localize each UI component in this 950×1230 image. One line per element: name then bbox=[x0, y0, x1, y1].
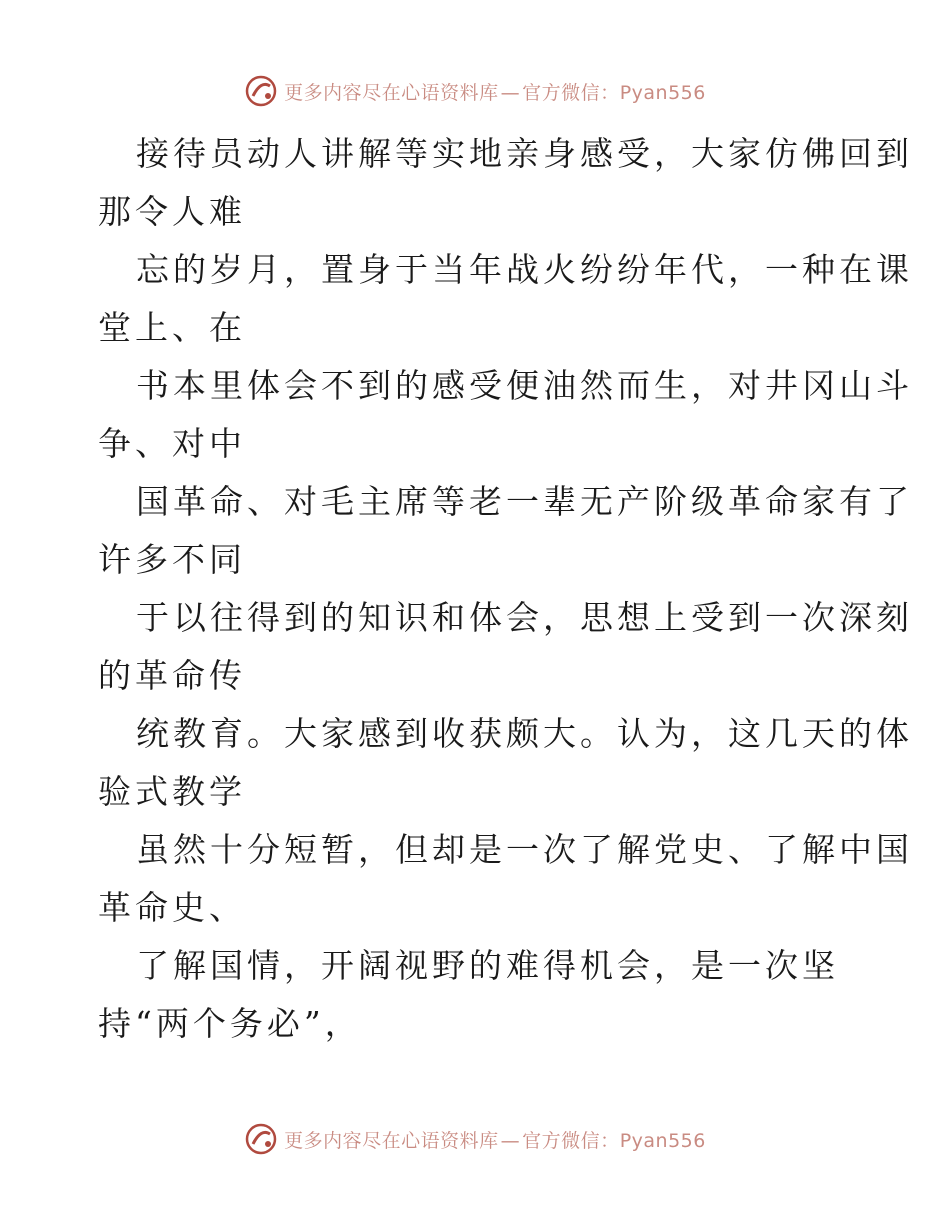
line-text: 堂上、在 bbox=[98, 308, 246, 347]
text-line bbox=[98, 415, 858, 473]
line-text: 接待员动人讲解等实地亲身感受，大家仿佛回到 bbox=[136, 134, 913, 173]
text-line bbox=[98, 183, 858, 241]
line-text: 忘的岁月，置身于当年战火纷纷年代，一种在课 bbox=[136, 250, 913, 289]
text-line bbox=[98, 589, 913, 647]
watermark-id: Pyan556 bbox=[619, 81, 706, 104]
line-text: 那令人难 bbox=[98, 192, 246, 231]
watermark-label: 官方微信： bbox=[522, 1129, 620, 1152]
text-line bbox=[98, 705, 913, 763]
header-watermark bbox=[0, 74, 950, 108]
document-body bbox=[98, 125, 913, 1053]
line-text: 虽然十分短暂，但却是一次了解党史、了解中国 bbox=[136, 830, 913, 869]
footer-watermark bbox=[0, 1122, 950, 1156]
watermark-id: Pyan556 bbox=[619, 1129, 706, 1152]
text-line bbox=[98, 241, 913, 299]
watermark-brand: 更多内容尽在心语资料库 bbox=[284, 81, 499, 104]
text-line bbox=[98, 763, 858, 821]
line-text: 革命史、 bbox=[98, 888, 246, 927]
line-text: 了解国情，开阔视野的难得机会，是一次坚 bbox=[136, 946, 839, 985]
line-text: 验式教学 bbox=[98, 772, 246, 811]
line-text: 争、对中 bbox=[98, 424, 246, 463]
line-text: 持“两个务必”， bbox=[98, 1004, 362, 1043]
watermark-label: 官方微信： bbox=[522, 81, 620, 104]
line-text: 的革命传 bbox=[98, 656, 246, 695]
text-line bbox=[98, 937, 858, 995]
text-line bbox=[98, 473, 913, 531]
watermark-dash: — bbox=[500, 81, 521, 104]
text-line bbox=[98, 125, 913, 183]
watermark-brand: 更多内容尽在心语资料库 bbox=[284, 1129, 499, 1152]
logo-mark-icon bbox=[244, 74, 278, 108]
text-line bbox=[98, 531, 858, 589]
text-line bbox=[98, 299, 858, 357]
logo-mark-icon bbox=[244, 1122, 278, 1156]
line-text: 国革命、对毛主席等老一辈无产阶级革命家有了 bbox=[136, 482, 913, 521]
line-text: 统教育。大家感到收获颇大。认为，这几天的体 bbox=[136, 714, 913, 753]
text-line bbox=[98, 647, 858, 705]
text-line bbox=[98, 879, 858, 937]
line-text: 于以往得到的知识和体会，思想上受到一次深刻 bbox=[136, 598, 913, 637]
text-line bbox=[98, 821, 913, 879]
line-text: 许多不同 bbox=[98, 540, 246, 579]
text-line bbox=[98, 995, 858, 1053]
watermark-text bbox=[284, 78, 706, 105]
watermark-dash: — bbox=[500, 1129, 521, 1152]
watermark-text bbox=[284, 1126, 706, 1153]
text-line bbox=[98, 357, 913, 415]
line-text: 书本里体会不到的感受便油然而生，对井冈山斗 bbox=[136, 366, 913, 405]
